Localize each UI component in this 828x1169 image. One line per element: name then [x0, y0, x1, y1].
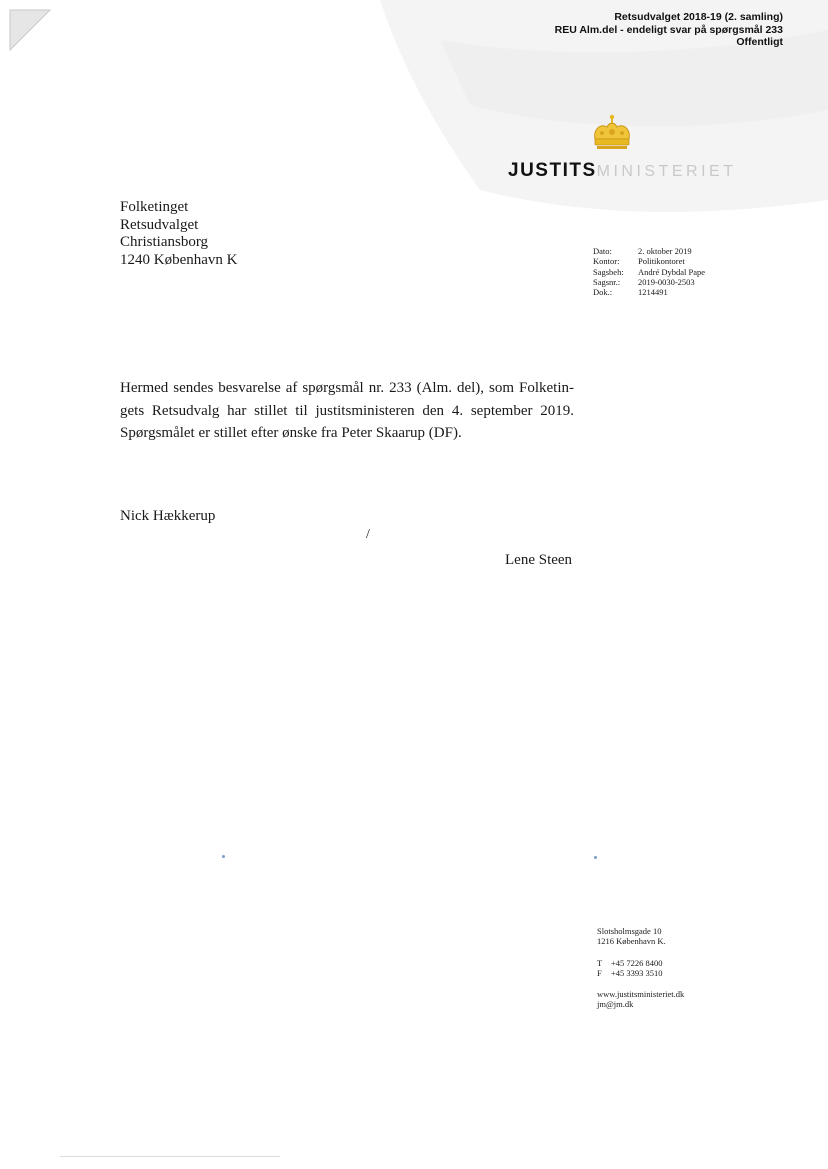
recipient-line: Folketinget [120, 199, 189, 215]
phone-label: T [597, 957, 603, 968]
page-bottom-rule [60, 1156, 280, 1157]
footer-email-link[interactable]: jm@jm.dk [597, 999, 634, 1010]
meta-row [593, 256, 705, 266]
meta-row [593, 267, 705, 277]
meta-value: 2. oktober 2019 [638, 246, 692, 256]
meta-value: André Dybdal Pape [638, 266, 706, 277]
archive-stamp [555, 11, 783, 49]
stamp-committee: Retsudvalget 2018-19 (2. samling) [614, 11, 783, 23]
recipient-line: Retsudvalget [120, 216, 199, 233]
case-metadata [593, 246, 705, 297]
phone-number: +45 7226 8400 [611, 957, 663, 968]
footer-city: 1216 København K. [597, 936, 666, 947]
scan-speck [222, 855, 225, 858]
logo-text-light: MINISTERIET [596, 163, 737, 180]
meta-value: Politikontoret [638, 256, 685, 267]
recipient-line: 1240 København K [120, 251, 238, 268]
footer-web-link[interactable]: www.justitsministeriet.dk [597, 989, 685, 1000]
meta-value: 1214491 [638, 287, 668, 298]
signature-separator: / [366, 527, 370, 542]
recipient-line: Christiansborg [120, 234, 209, 250]
official-name: Lene Steen [505, 552, 573, 568]
crown-icon [589, 113, 635, 155]
logo-text-bold: JUSTITS [508, 160, 597, 181]
meta-label: Sagsbeh: [593, 266, 624, 277]
meta-label: Kontor: [593, 256, 620, 267]
ministry-logo [508, 160, 736, 182]
footer-phone [597, 958, 684, 968]
scan-speck [594, 856, 597, 859]
meta-label: Dok.: [593, 287, 613, 298]
meta-row [593, 246, 705, 256]
meta-row [593, 287, 705, 297]
minister-name: Nick Hækkerup [120, 508, 216, 524]
fax-number: +45 3393 3510 [611, 967, 663, 978]
recipient-address [120, 199, 237, 269]
footer-street: Slotsholmsgade 10 [597, 926, 662, 936]
stamp-status: Offentligt [736, 36, 783, 48]
page-corner-mark [8, 8, 52, 52]
fax-label: F [597, 967, 602, 978]
letter-body [120, 377, 574, 445]
body-line: gets Retsudvalg har stillet til justitsministeren den 4. september 2019. [120, 402, 574, 419]
meta-label: Sagsnr.: [593, 276, 621, 287]
stamp-reference: REU Alm.del - endeligt svar på spørgsmål 233 [554, 23, 783, 36]
footer-fax [597, 968, 684, 978]
meta-row [593, 277, 705, 287]
body-line: Spørgsmålet er stillet efter ønske fra Peter Skaarup (DF). [120, 425, 462, 441]
meta-label: Dato: [593, 246, 612, 256]
body-line: Hermed sendes besvarelse af spørgsmål nr. 233 (Alm. del), som Folketin- [120, 380, 574, 396]
ministry-contact [597, 926, 684, 1010]
meta-value: 2019-0030-2503 [638, 276, 695, 287]
